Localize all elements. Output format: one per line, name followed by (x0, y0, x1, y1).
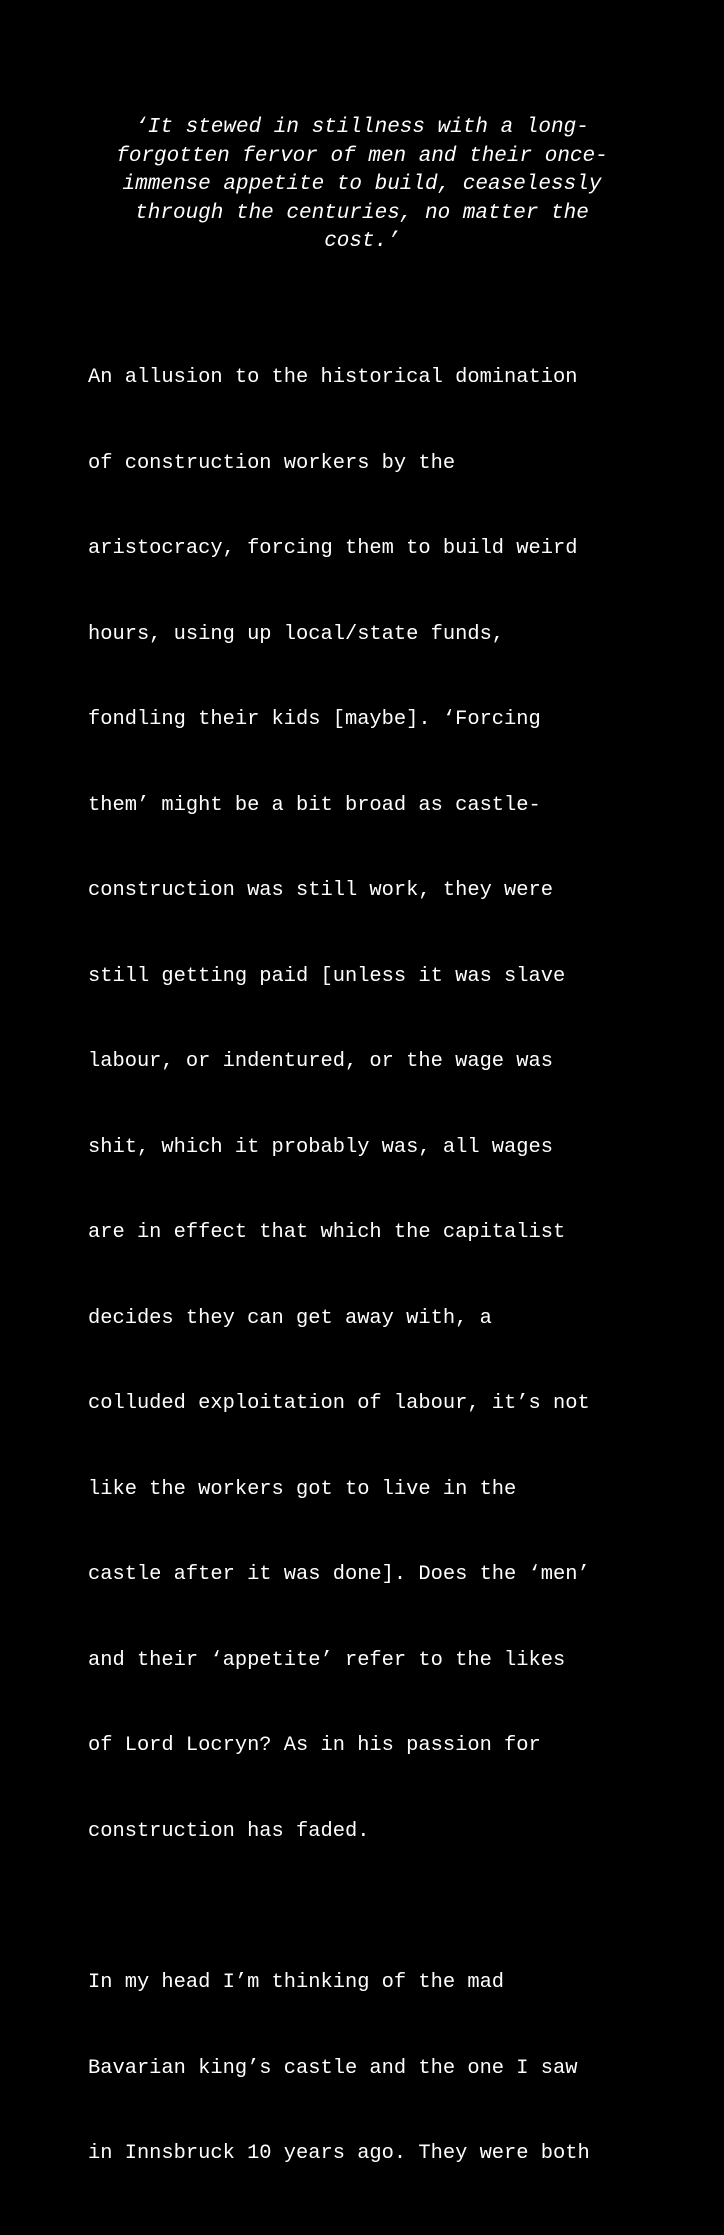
quote-line: cost.’ (324, 230, 400, 253)
text-line: decides they can get away with, a (88, 1306, 492, 1330)
quote-line: forgotten fervor of men and their once- (116, 144, 608, 168)
commentary-body (88, 307, 668, 2235)
text-line: shit, which it probably was, all wages (88, 1135, 553, 1159)
text-line: construction has faded. (88, 1819, 370, 1843)
text-line: are in effect that which the capitalist (88, 1221, 566, 1244)
text-line: colluded exploitation of labour, it’s not (88, 1392, 590, 1415)
text-line: aristocracy, forcing them to build weird (88, 537, 578, 560)
text-line: of Lord Locryn? As in his passion for (88, 1734, 541, 1757)
text-line: fondling their kids [maybe]. ‘Forcing (88, 708, 541, 731)
text-line: them’ might be a bit broad as castle- (88, 793, 541, 817)
text-line: like the workers got to live in the (88, 1477, 517, 1501)
text-line: of construction workers by the (88, 451, 456, 475)
text-line: in Innsbruck 10 years ago. They were both (88, 2142, 590, 2165)
text-line: castle after it was done]. Does the ‘men’ (88, 1563, 590, 1586)
text-line: hours, using up local/state funds, (88, 622, 505, 646)
text-line: labour, or indentured, or the wage was (88, 1050, 553, 1073)
quote-line: through the centuries, no matter the (135, 201, 589, 225)
text-line: and their ‘appetite’ refer to the likes (88, 1648, 566, 1672)
paragraph-reflection (88, 1912, 668, 2226)
text-line: still getting paid [unless it was slave (88, 964, 566, 988)
text-line: construction was still work, they were (88, 879, 553, 902)
paragraph-analysis (88, 307, 668, 1903)
text-line: Bavarian king’s castle and the one I saw (88, 2056, 578, 2080)
quote-line: immense appetite to build, ceaselessly (122, 173, 602, 196)
text-line: In my head I’m thinking of the mad (88, 1971, 505, 1994)
quote-line: ‘It stewed in stillness with a long- (135, 116, 589, 139)
text-line: An allusion to the historical domination (88, 366, 578, 389)
epigraph-quote (90, 114, 634, 257)
